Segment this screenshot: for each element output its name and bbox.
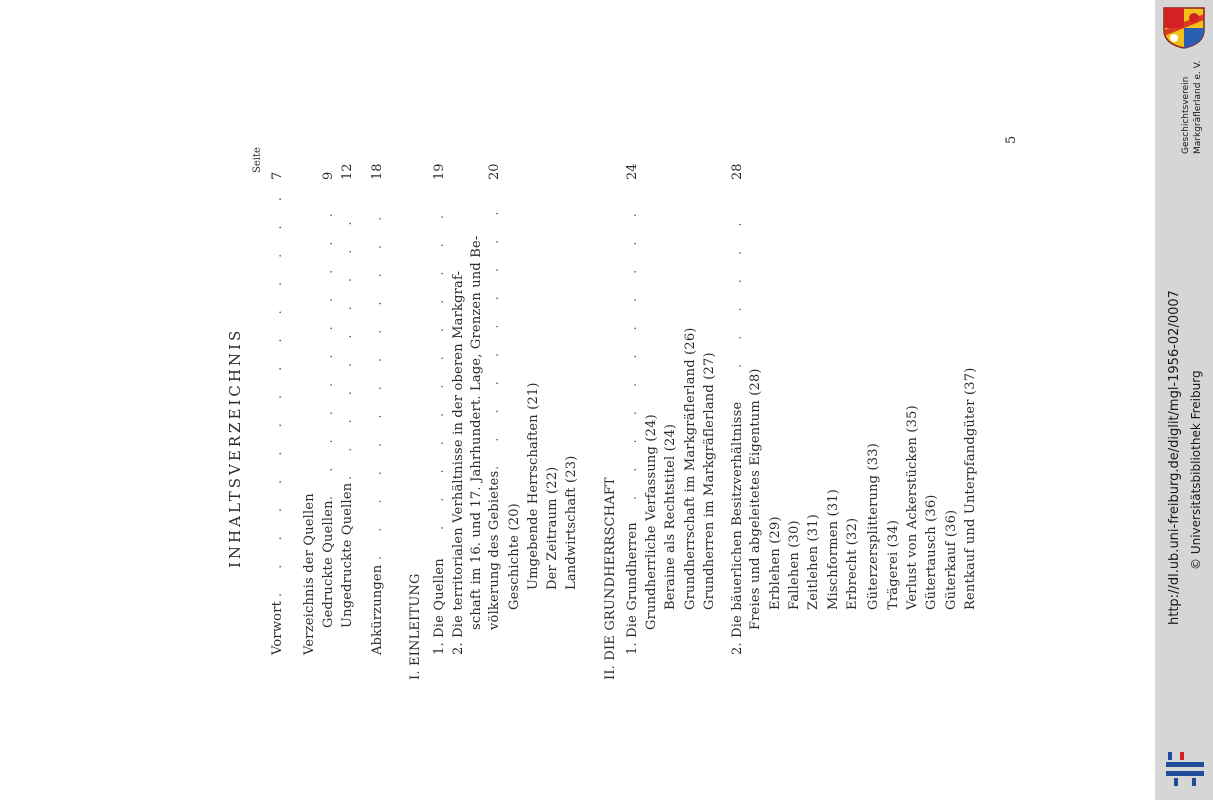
- toc-subentry: Verlust von Ackerstücken (35): [905, 405, 920, 610]
- toc-entry: 2. Die bäuerlichen Besitzverhältnisse: [730, 401, 745, 655]
- toc-subentry: Der Zeitraum (22): [545, 466, 560, 590]
- ub-freiburg-logo-icon: [1162, 746, 1208, 788]
- society-name-line2: Markgräflerland e. V.: [1193, 60, 1203, 154]
- toc-subentry: Güterzersplitterung (33): [866, 443, 881, 610]
- toc-subentry: Zeitlehen (31): [806, 513, 821, 610]
- toc-subentry: Grundherren im Markgräflerland (27): [702, 352, 717, 610]
- source-url[interactable]: http://dl.ub.uni-freiburg.de/diglit/mgl-1956-02/0007: [1167, 290, 1182, 625]
- toc-page-number: 28: [730, 163, 745, 180]
- toc-page-number: 20: [487, 163, 502, 180]
- toc-entry: schaft im 16. und 17. Jahrhundert. Lage, Grenzen und Be-: [469, 235, 484, 630]
- toc-page-number: 24: [625, 163, 640, 180]
- toc-entry: Vorwort: [270, 600, 285, 655]
- toc-subentry: Umgebende Herrschaften (21): [526, 382, 541, 590]
- section-heading: II. DIE GRUNDHERRSCHAFT: [603, 477, 618, 680]
- toc-subentry: Geschichte (20): [507, 503, 522, 610]
- sidebar: [1155, 0, 1213, 800]
- toc-subentry: Rentkauf und Unterpfandgüter (37): [963, 367, 978, 610]
- toc-entry: 1. Die Quellen: [432, 558, 447, 655]
- toc-subentry: Erblehen (29): [768, 516, 783, 610]
- seite-label: Seite: [252, 147, 263, 173]
- toc-subentry: Fallehen (30): [787, 520, 802, 610]
- toc-subentry: Freies und abgeleitetes Eigentum (28): [748, 368, 763, 630]
- toc-subentry: Erbrecht (32): [845, 517, 860, 610]
- toc-subentry: Landwirtschaft (23): [564, 455, 579, 590]
- toc-subentry: Trägerei (34): [886, 519, 901, 610]
- toc-subentry: Grundherrliche Verfassung (24): [644, 414, 659, 630]
- copyright-notice: © Universitätsbibliothek Freiburg: [1189, 370, 1203, 570]
- page-number: 5: [1004, 135, 1019, 144]
- toc-entry: Gedruckte Quellen: [321, 500, 336, 628]
- toc-entry: Abkürzungen: [370, 564, 385, 655]
- toc-subentry: Gütertausch (36): [924, 494, 939, 610]
- toc-subentry: Mischformen (31): [826, 488, 841, 610]
- toc-entry: 1. Die Grundherren: [625, 522, 640, 655]
- toc-page-number: 18: [370, 163, 385, 180]
- toc-page: INHALTSVERZEICHNIS Seite Vorwort . . . . . . . . . . . . . . . 7 Verzeichnis der Quellen Gedruckte Quellen . . . . . . . . . . . 9 Ungedruckte Quellen . . . . . . . . . . 12 Abkürzungen . . . . . . . . . . . . . 18 I. EINLEITUNG 1. Die Quellen . . . . . . . . . . . . 19 2. Die territorialen Verhältnisse in der oberen Markgraf- schaft im 16. und 17. Jahrhundert. Lage, Grenzen und Be- völkerung des Gebietes . . . . . . . . . . 20 Geschichte (20) Umgebende Herrschaften (21) Der Zeitraum (22) Landwirtschaft (23) II. DIE GRUNDHERRSCHAFT 1. Die Grundherren . . . . . . . . . . . 24 Grundherrliche Verfassung (24) Beraine als Rechtstitel (24) Grundherrschaft im Markgräflerland (26) Grundherren im Markgräflerland (27) 2. Die bäuerlichen Besitzverhältnisse . . . . . . 28 Freies und abgeleitetes Eigentum (28) Erblehen (29) Fallehen (30) Zeitlehen (31) Mischformen (31) Erbrecht (32) Güterzersplitterung (33) Trägerei (34) Verlust von Ackerstücken (35) Gütertausch (36) Güterkauf (36) Rentkauf und Unterpfandgüter (37) 5: [226, 135, 1019, 680]
- toc-page-number: 19: [432, 163, 447, 180]
- toc-subentry: Grundherrschaft im Markgräflerland (26): [683, 327, 698, 610]
- toc-entry: Verzeichnis der Quellen: [302, 493, 317, 655]
- toc-subentry: Güterkauf (36): [944, 509, 959, 610]
- society-name-line1: Geschichtsverein: [1181, 76, 1191, 154]
- toc-entry: Ungedruckte Quellen: [340, 482, 355, 628]
- society-crest-icon: [1160, 6, 1208, 50]
- toc-page-number: 9: [321, 171, 336, 180]
- toc-entry: völkerung des Gebietes: [487, 470, 502, 630]
- toc-page-number: 12: [340, 163, 355, 180]
- section-heading: I. EINLEITUNG: [408, 573, 423, 680]
- page-title: INHALTSVERZEICHNIS: [226, 327, 244, 568]
- toc-subentry: Beraine als Rechtstitel (24): [663, 423, 678, 610]
- toc-entry: 2. Die territorialen Verhältnisse in der oberen Markgraf-: [451, 270, 466, 655]
- toc-page-number: 7: [270, 171, 285, 180]
